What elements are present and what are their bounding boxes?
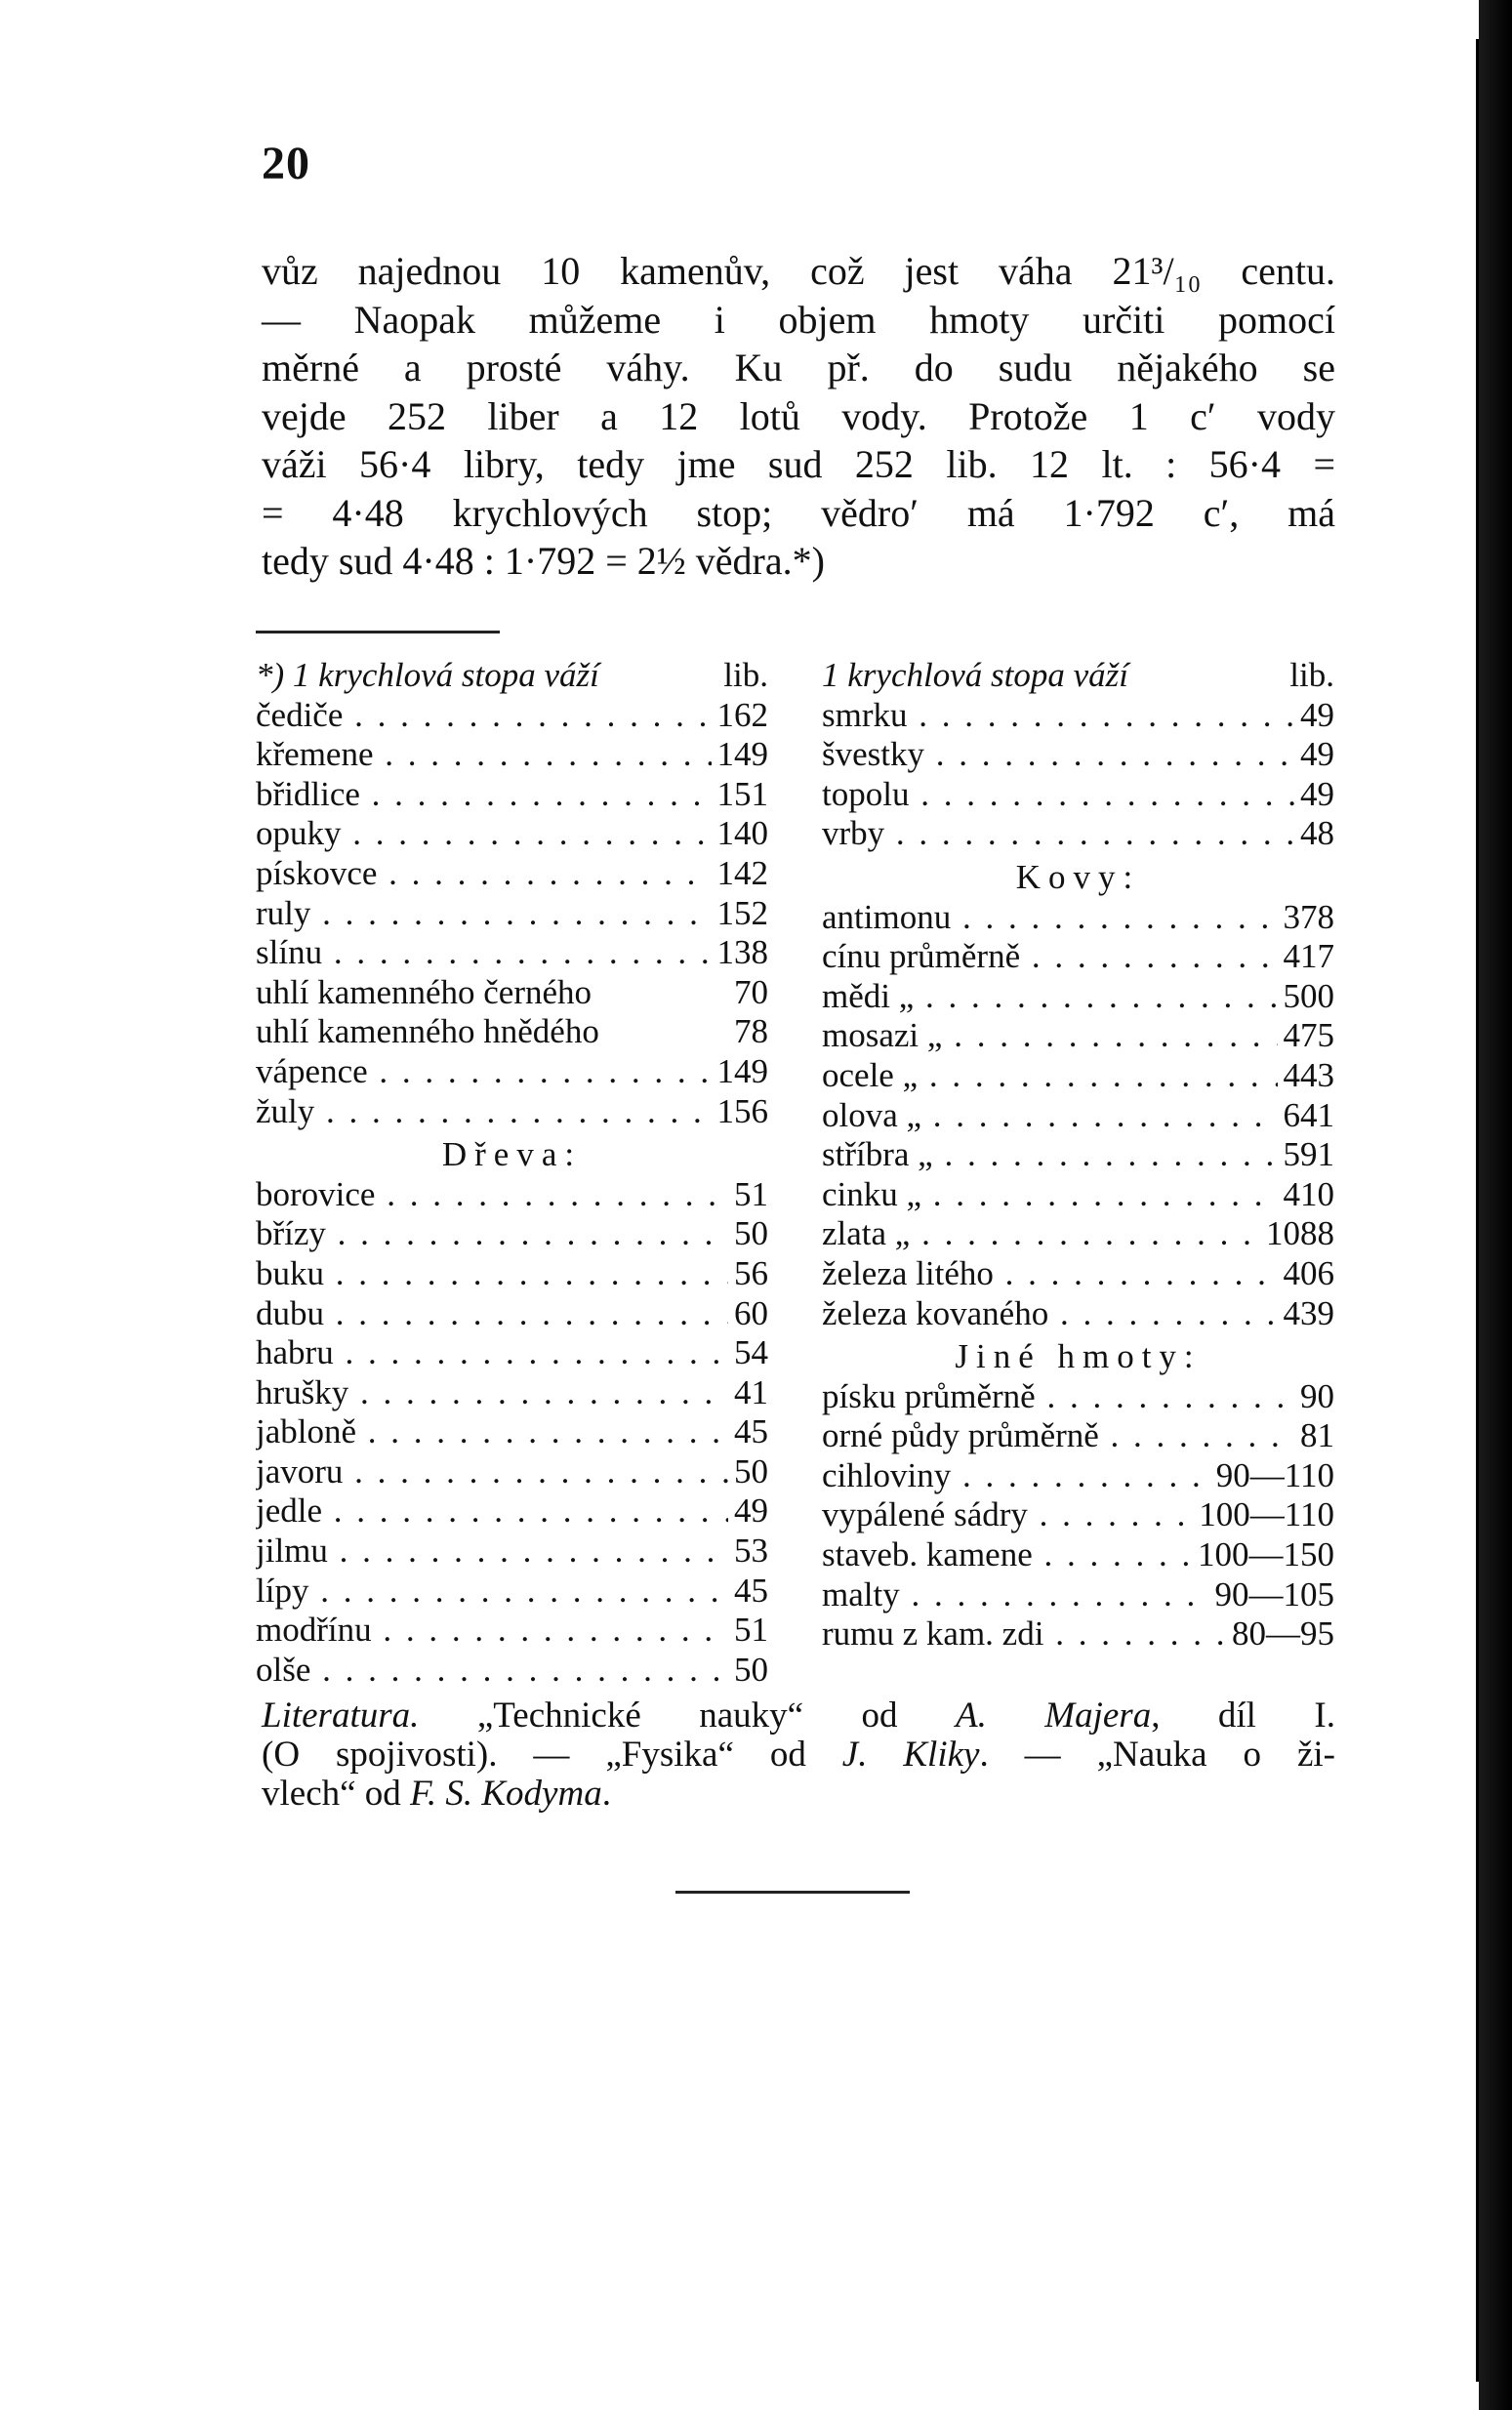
literature-text: . — „Nauka o ži- [979,1735,1335,1775]
table-row [256,1092,768,1132]
table-row [256,973,768,1013]
metals-list [822,898,1334,1334]
scan-edge [1479,0,1512,2410]
table-row [822,977,1334,1017]
literature-text: vlech“ od [262,1774,411,1814]
table-row [822,1056,1334,1096]
literature-line [262,1696,1335,1736]
material-name: jedle . . . [256,1491,728,1532]
weight-value: 439 [1283,1293,1334,1332]
table-row [822,1294,1334,1334]
material-name: čediče . . . [256,696,712,736]
column-header-label: 1 krychlová stopa váží [822,656,1128,694]
material-name: modřínu . . . [256,1611,728,1651]
material-name: švestky . . . [822,735,1294,775]
table-row [256,1052,768,1092]
weight-value: 49 [1300,695,1334,734]
material-name: vrby . . . [822,814,1294,854]
weight-value: 149 [716,735,768,774]
table-row [256,1412,768,1452]
table-row [256,814,768,854]
material-name: buku . . . [256,1254,728,1294]
material-name: olše . . . [256,1651,728,1691]
weight-value: 162 [716,695,768,734]
table-row [822,1214,1334,1254]
table-row [822,1575,1334,1615]
author-name: F. S. Kodyma [410,1774,602,1814]
material-name: smrku . . . [822,696,1294,736]
material-name: železa litého . . . [822,1254,1278,1294]
wood-list [256,1175,768,1691]
material-name: cínu průměrně . . . [822,937,1278,977]
weight-value: 641 [1283,1095,1334,1134]
material-name: orné půdy průměrně . . . [822,1416,1294,1456]
material-name: jilmu . . . [256,1532,728,1572]
weight-value: 80—95 [1232,1614,1334,1654]
material-name: hrušky . . . [256,1373,728,1413]
weight-value: 475 [1283,1016,1334,1055]
weight-value: 100—110 [1199,1495,1334,1534]
weight-value: 500 [1283,976,1334,1015]
material-name: uhlí kamenného černého [256,972,593,1011]
body-line: měrné a prosté váhy. Ku př. do sudu nějakého se [262,346,1335,389]
material-name: lípy . . . [256,1572,728,1612]
column-header-unit: lib. [723,656,768,694]
material-name: antimonu . . . [822,898,1278,938]
table-row [256,1611,768,1651]
literature-line [262,1736,1335,1775]
material-name: křemene . . . [256,735,712,775]
material-name: dubu . . . [256,1294,728,1334]
weight-value: 54 [734,1333,768,1372]
weight-value: 100—150 [1198,1535,1334,1574]
column-header [822,656,1334,696]
table-row [256,1491,768,1532]
table-row [822,1175,1334,1215]
table-row [822,898,1334,938]
table-row [822,1377,1334,1417]
table-row [822,814,1334,854]
table-row [822,1016,1334,1056]
body-paragraph [262,247,1335,586]
table-row [822,735,1334,775]
weight-value: 49 [1300,774,1334,813]
material-name: železa kovaného . . . [822,1294,1278,1334]
material-name: vápence . . . [256,1052,712,1092]
body-line: tedy sud 4·48 : 1·792 = 2½ vědra.*) [262,539,825,583]
table-row [256,1012,768,1052]
subheading-other: Jiné hmoty: [955,1337,1202,1376]
table-row [256,1572,768,1612]
table-row [256,1333,768,1373]
literature-note [262,1696,1335,1814]
table-row [256,1651,768,1691]
footnote-table-right [822,656,1334,1654]
material-name: stříbra „ . . . [822,1135,1278,1175]
page-number: 20 [262,138,310,189]
material-name: olova „ . . . [822,1096,1278,1136]
weight-value: 1088 [1266,1214,1334,1253]
table-row [256,1175,768,1215]
literature-text: „Technické nauky“ od [419,1695,956,1736]
stone-list [256,696,768,973]
table-row [256,735,768,775]
table-row [256,1452,768,1492]
subheading-metals: Kovy: [1015,857,1141,896]
material-name: ruly . . . [256,894,712,934]
material-name: mosazi „ . . . [822,1016,1278,1056]
material-name: cinku „ . . . [822,1175,1278,1215]
table-row [256,1532,768,1572]
weight-value: 70 [734,972,768,1011]
weight-value: 90 [1300,1376,1334,1415]
weight-value: 90—110 [1215,1455,1334,1494]
table-row [822,1495,1334,1535]
table-row [256,696,768,736]
weight-value: 49 [1300,735,1334,774]
weight-value: 53 [734,1532,768,1571]
literature-label: Literatura. [262,1695,420,1736]
material-name: borovice . . . [256,1175,728,1215]
weight-value: 50 [734,1214,768,1253]
coal-list [256,973,768,1052]
footnote-table-left [256,656,768,1690]
material-name: javoru . . . [256,1452,728,1492]
column-header-label: *) 1 krychlová stopa váží [256,656,599,694]
weight-value: 50 [734,1650,768,1689]
material-name: břízy . . . [256,1214,728,1254]
weight-value: 50 [734,1451,768,1491]
table-row [822,696,1334,736]
weight-value: 417 [1283,937,1334,976]
stone-list-2 [256,1052,768,1131]
material-name: opuky . . . [256,814,712,854]
weight-value: 378 [1283,897,1334,936]
weight-value: 443 [1283,1055,1334,1094]
material-name: rumu z kam. zdi . . . [822,1614,1226,1654]
body-line: vůz najednou 10 kamenův, což jest váha 21³/₁₀ centu. [262,249,1335,293]
material-name: písku průměrně . . . [822,1377,1294,1417]
weight-value: 142 [716,853,768,892]
table-row [822,1456,1334,1496]
literature-text: (O spojivosti). — „Fysika“ od [262,1735,842,1775]
weight-value: 51 [734,1611,768,1650]
material-name: slínu . . . [256,933,712,973]
body-line: = 4·48 krychlových stop; vědro′ má 1·792 c′, má [262,490,1335,535]
weight-value: 78 [734,1012,768,1051]
table-row [822,1535,1334,1575]
table-row [256,1294,768,1334]
subheading-wood: Dřeva: [441,1135,583,1174]
table-row [822,1614,1334,1654]
material-name: jabloně . . . [256,1412,728,1452]
weight-value: 48 [1300,814,1334,853]
weight-value: 60 [734,1293,768,1332]
literature-line [262,1775,1335,1814]
material-name: vypálené sádry . . . [822,1495,1193,1535]
author-name: A. Majera [955,1695,1152,1736]
material-name: cihloviny . . . [822,1456,1210,1496]
weight-value: 56 [734,1253,768,1292]
weight-value: 410 [1283,1174,1334,1213]
weight-value: 140 [716,814,768,853]
table-row [256,933,768,973]
table-row [822,1254,1334,1294]
material-name: žuly . . . [256,1092,712,1132]
weight-value: 45 [734,1412,768,1451]
end-rule [675,1891,910,1894]
weight-value: 156 [716,1091,768,1130]
body-line: — Naopak můžeme i objem hmoty určiti pomocí [262,297,1335,342]
author-name: J. Kliky [841,1735,980,1775]
material-name: topolu . . . [822,775,1294,815]
literature-text: , díl I. [1151,1695,1335,1736]
table-row [256,1214,768,1254]
body-line: váži 56·4 libry, tedy jme sud 252 lib. 12 lt. : 56·4 = [262,442,1335,486]
material-name: mědi „ . . . [822,977,1278,1017]
table-row [256,775,768,815]
weight-value: 138 [716,933,768,972]
weight-value: 81 [1300,1416,1334,1455]
weight-value: 152 [716,893,768,932]
weight-value: 49 [734,1491,768,1531]
weight-value: 51 [734,1174,768,1213]
wood-list-2 [822,696,1334,854]
material-name: habru . . . [256,1333,728,1373]
table-row [822,1096,1334,1136]
material-name: zlata „ . . . [822,1214,1260,1254]
table-row [256,1254,768,1294]
table-row [822,1416,1334,1456]
material-name: ocele „ . . . [822,1056,1278,1096]
weight-value: 406 [1283,1253,1334,1292]
weight-value: 90—105 [1214,1574,1334,1613]
weight-value: 151 [716,774,768,813]
material-name: malty . . . [822,1575,1209,1615]
material-name: staveb. kamene . . . [822,1535,1192,1575]
table-row [256,854,768,894]
material-name: uhlí kamenného hnědého [256,1012,599,1051]
literature-text: . [601,1774,611,1814]
table-row [256,894,768,934]
material-name: břidlice . . . [256,775,712,815]
weight-value: 591 [1283,1135,1334,1174]
material-name: pískovce . . . [256,854,712,894]
weight-value: 149 [716,1051,768,1090]
weight-value: 41 [734,1372,768,1411]
column-header-unit: lib. [1289,656,1334,694]
body-line: vejde 252 liber a 12 lotů vody. Protože 1 c′ vody [262,393,1335,438]
other-materials-list [822,1377,1334,1654]
table-row [822,1135,1334,1175]
table-row [822,775,1334,815]
weight-value: 45 [734,1571,768,1610]
column-header [256,656,768,696]
footnote-rule [256,631,500,633]
table-row [822,937,1334,977]
table-row [256,1373,768,1413]
